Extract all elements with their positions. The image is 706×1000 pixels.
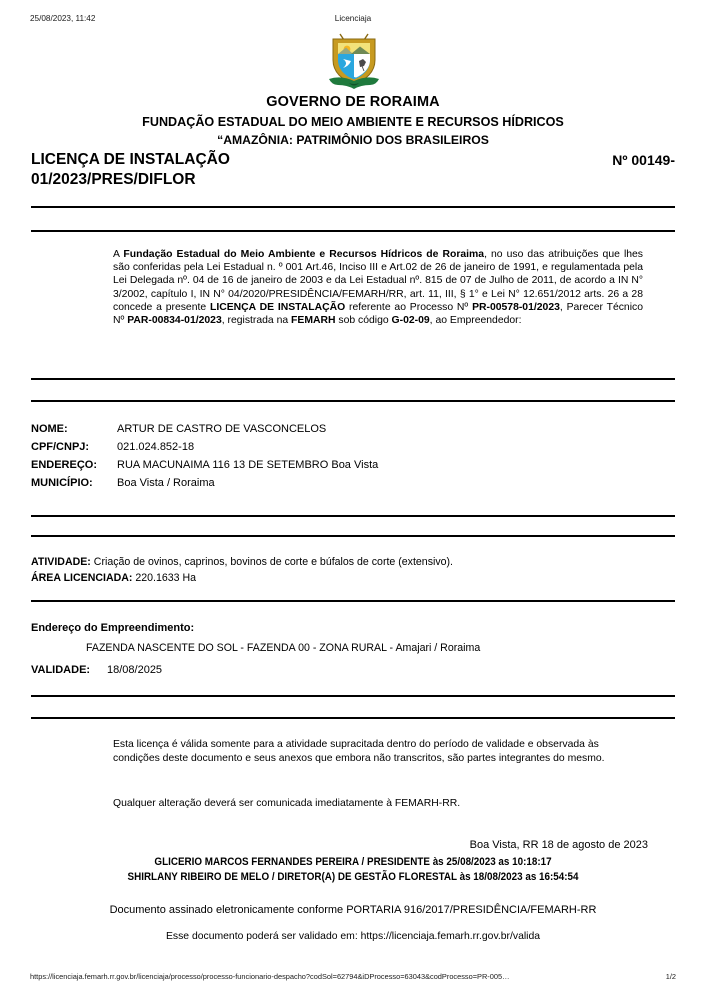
- legal-paragraph: [113, 248, 643, 327]
- legal-text-femarh: FEMARH: [291, 315, 336, 327]
- divider-9: [31, 717, 675, 719]
- field-endereco-label: ENDEREÇO:: [31, 459, 98, 471]
- license-heading: [31, 150, 675, 190]
- print-footer-page-number: 1/2: [665, 972, 676, 981]
- page-slogan: “AMAZÔNIA: PATRIMÔNIO DOS BRASILEIROS: [217, 133, 489, 147]
- legal-text-e: , Parecer Técnico Nº: [113, 301, 643, 327]
- place-and-date: Boa Vista, RR 18 de agosto de 2023: [469, 839, 648, 851]
- field-validade: [31, 664, 162, 676]
- field-endereco-value: RUA MACUNAIMA 116 13 DE SETEMBRO Boa Vista: [117, 459, 379, 471]
- field-municipio: [31, 474, 215, 492]
- legal-text-code: G-02-09: [391, 315, 430, 327]
- legal-text-f: , registrada na: [221, 315, 292, 327]
- divider-1: [31, 206, 675, 208]
- field-validade-label: VALIDADE:: [31, 664, 91, 676]
- field-validade-value: 18/08/2025: [107, 664, 163, 676]
- roraima-coat-of-arms-icon: [323, 30, 385, 92]
- divider-4: [31, 400, 675, 402]
- field-atividade-label: ATIVIDADE:: [31, 556, 91, 568]
- divider-7: [31, 600, 675, 602]
- browser-print-footer: [0, 972, 706, 984]
- legal-text-c: , no uso das atribuições que lhes são conferidas pela Lei Estadual n. º 001 Art.46, Inciso III e Art.02 de 26 de janeiro de 1991, e regulamentada pela Lei Delegada nº. 04 de 16 de janeiro de 2003 e da Lei Estadual nº. 815 de 07 de Julho de 2011, de acordo a IN N° 3/2002, capítulo I, IN N° 04/2020/PRESIDÊNCIA/FEMARH/RR, art. 11, III, § 1° e Lei N° 12.651/2012 arts. 26 a 28 concede a presente: [113, 249, 644, 313]
- divider-8: [31, 695, 675, 697]
- field-area-label: ÁREA LICENCIADA:: [31, 572, 133, 584]
- field-municipio-value: Boa Vista / Roraima: [117, 477, 215, 489]
- divider-5: [31, 515, 675, 517]
- signature-line-president: GLICERIO MARCOS FERNANDES PEREIRA / PRESIDENTE às 25/08/2023 as 10:18:17: [154, 856, 552, 868]
- legal-text-license-type: LICENÇA DE INSTALAÇÃO: [209, 301, 346, 313]
- electronic-signature-notice: Documento assinado eletronicamente conforme PORTARIA 916/2017/PRESIDÊNCIA/FEMARH-RR: [109, 904, 597, 916]
- field-atividade-value: Criação de ovinos, caprinos, bovinos de corte e búfalos de corte (extensivo).: [93, 556, 454, 568]
- field-endereco: [31, 456, 378, 474]
- legal-text-h: , ao Empreendedor:: [429, 315, 522, 327]
- legal-text-g: sob código: [335, 315, 392, 327]
- legal-text-d: referente ao Processo Nº: [345, 301, 473, 313]
- enterprise-address-value: FAZENDA NASCENTE DO SOL - FAZENDA 00 - ZONA RURAL - Amajari / Roraima: [86, 642, 481, 654]
- closing-paragraph-2: Qualquer alteração deverá ser comunicada imediatamente à FEMARH-RR.: [113, 798, 461, 809]
- license-number-continued: 01/2023/PRES/DIFLOR: [31, 171, 196, 188]
- legal-text-org: Fundação Estadual do Meio Ambiente e Recursos Hídricos de Roraima: [123, 249, 485, 260]
- enterprise-address-title: Endereço do Empreendimento:: [31, 622, 195, 634]
- signature-line-director: SHIRLANY RIBEIRO DE MELO / DIRETOR(A) DE GESTÃO FLORESTAL às 18/08/2023 as 16:54:54: [127, 871, 579, 883]
- legal-text-process-number: PR-00578-01/2023: [472, 301, 560, 313]
- field-cpf-label: CPF/CNPJ:: [31, 441, 90, 453]
- field-cpf: [31, 438, 194, 456]
- page-title-organization: FUNDAÇÃO ESTADUAL DO MEIO AMBIENTE E RECURSOS HÍDRICOS: [142, 115, 564, 129]
- validation-notice: Esse documento poderá ser validado em: https://licenciaja.femarh.rr.gov.br/valida: [165, 931, 541, 942]
- divider-3: [31, 378, 675, 380]
- field-area-value: 220.1633 Ha: [135, 572, 197, 584]
- print-footer-url: https://licenciaja.femarh.rr.gov.br/licenciaja/processo/processo-funcionario-despacho?codSol=62794&iDProcesso=63043&codProcesso=PR-005…: [30, 972, 510, 981]
- divider-6: [31, 535, 675, 537]
- print-header-date: 25/08/2023, 11:42: [30, 14, 96, 23]
- divider-2: [31, 230, 675, 232]
- closing-paragraph-1: Esta licença é válida somente para a atividade supracitada dentro do período de validade e observada às condições deste documento e seus anexos que embora não transcritos, são partes integrantes do mesmo.: [113, 739, 605, 764]
- legal-text-report-number: PAR-00834-01/2023: [127, 315, 222, 327]
- field-nome-label: NOME:: [31, 423, 68, 435]
- field-nome: [31, 420, 326, 438]
- field-area-licenciada: [31, 569, 196, 587]
- license-number: Nº 00149-: [612, 152, 675, 168]
- print-header-title: Licenciaja: [334, 14, 372, 23]
- page-title-government: GOVERNO DE RORAIMA: [266, 94, 440, 110]
- field-cpf-value: 021.024.852-18: [117, 441, 195, 453]
- license-type: LICENÇA DE INSTALAÇÃO: [31, 151, 230, 168]
- field-municipio-label: MUNICÍPIO:: [31, 477, 93, 489]
- legal-text-a: A: [113, 249, 124, 260]
- field-nome-value: ARTUR DE CASTRO DE VASCONCELOS: [117, 423, 327, 435]
